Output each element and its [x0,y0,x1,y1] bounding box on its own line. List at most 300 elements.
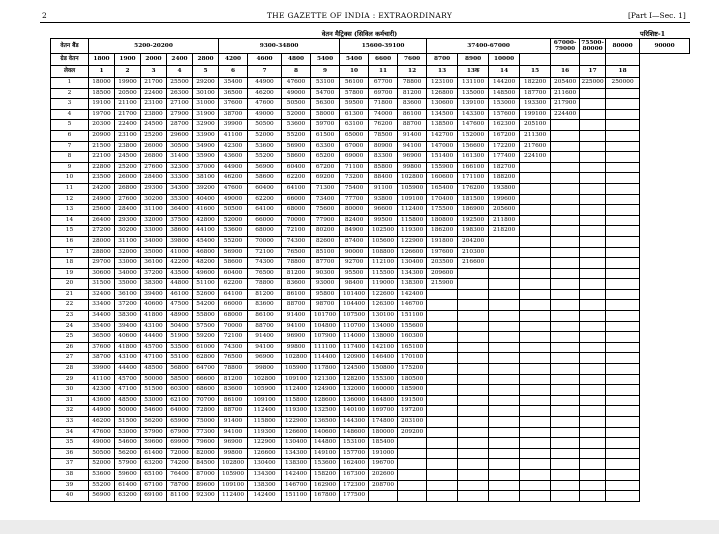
pay-cell: 47500 [167,300,193,311]
pay-cell: 31100 [141,205,167,216]
pay-cell: 102800 [398,173,427,184]
pay-cell [489,417,520,428]
row-index-cell: 3 [51,99,89,110]
pay-cell: 99500 [369,215,398,226]
pay-cell: 81200 [219,374,248,385]
part-section: [Part I—Sec. 1] [628,11,686,20]
table-row [51,99,690,110]
pay-cell [398,491,427,502]
pay-cell: 57900 [141,427,167,438]
pay-cell: 42200 [167,258,193,269]
pay-cell: 58600 [282,152,311,163]
pay-cell: 170100 [398,353,427,364]
pay-cell: 209600 [427,268,458,279]
pay-cell: 187700 [520,88,551,99]
pay-cell [458,332,489,343]
pay-cell: 69200 [311,173,340,184]
pay-cell: 160300 [398,332,427,343]
pay-cell [520,289,551,300]
row-index-cell: 31 [51,395,89,406]
pay-cell: 68000 [219,311,248,322]
pay-cell: 28400 [115,205,141,216]
level-cell: 14 [489,66,520,78]
pay-cell: 128200 [340,374,369,385]
pay-cell [551,194,580,205]
row-index-cell: 35 [51,438,89,449]
pay-cell: 91400 [398,130,427,141]
level-cell: 8 [282,66,311,78]
table-row [51,374,690,385]
pay-cell [580,279,606,290]
pay-cell [427,342,458,353]
pay-cell [458,469,489,480]
pay-cell: 146700 [282,480,311,491]
pay-cell: 35900 [193,152,219,163]
pay-cell: 22400 [115,120,141,131]
pay-cell [458,289,489,300]
pay-cell: 162400 [340,459,369,470]
pay-cell: 39900 [219,120,248,131]
pay-cell: 72100 [282,226,311,237]
pay-cell: 28000 [89,236,115,247]
pay-cell: 34400 [89,311,115,322]
pay-cell: 117400 [340,342,369,353]
pay-cell [520,353,551,364]
pay-cell: 50000 [115,406,141,417]
row-index-cell: 13 [51,205,89,216]
pay-cell: 47100 [115,385,141,396]
pay-cell: 65200 [311,152,340,163]
pay-cell: 205600 [489,205,520,216]
pay-cell: 19700 [89,109,115,120]
pay-cell [398,438,427,449]
pay-cell [606,120,640,131]
pay-cell: 142400 [282,469,311,480]
pay-band-cell: 9300-34800 [219,39,340,54]
pay-cell: 99800 [248,364,282,375]
pay-cell: 59600 [141,438,167,449]
row-index-cell: 40 [51,491,89,502]
level-cell: 3 [141,66,167,78]
pay-cell [520,311,551,322]
pay-cell: 84500 [193,459,219,470]
pay-cell: 109100 [219,480,248,491]
grade-pay-cell [551,54,580,66]
pay-cell [606,279,640,290]
pay-cell: 24500 [141,120,167,131]
pay-cell: 126600 [248,448,282,459]
pay-cell: 62100 [167,395,193,406]
level-cell: 7 [248,66,282,78]
pay-cell: 205100 [520,120,551,131]
table-row [51,448,690,459]
pay-cell: 139100 [458,99,489,110]
pay-cell: 128600 [311,395,340,406]
pay-cell: 138500 [427,120,458,131]
pay-cell: 25500 [167,78,193,89]
pay-cell: 78800 [219,364,248,375]
pay-cell: 162900 [311,480,340,491]
pay-cell: 107500 [340,311,369,322]
pay-cell: 70000 [282,215,311,226]
pay-cell: 50400 [167,321,193,332]
pay-cell: 51100 [193,279,219,290]
pay-cell: 144300 [340,417,369,428]
pay-band-cell: 75500-80000 [581,39,604,52]
pay-cell: 148500 [489,88,520,99]
pay-cell: 19900 [115,78,141,89]
pay-cell: 199600 [489,194,520,205]
pay-cell: 93800 [369,194,398,205]
pay-cell: 101400 [340,289,369,300]
pay-cell: 42800 [193,215,219,226]
pay-cell: 53000 [141,395,167,406]
pay-cell [520,469,551,480]
pay-cell [606,141,640,152]
pay-cell: 31900 [193,109,219,120]
pay-cell: 74200 [167,459,193,470]
pay-cell: 130400 [248,459,282,470]
pay-cell [520,300,551,311]
grade-pay-cell: 7600 [398,54,427,66]
pay-cell: 33900 [193,130,219,141]
pay-cell: 92300 [193,491,219,502]
pay-cell: 35400 [89,321,115,332]
row-index-cell: 28 [51,364,89,375]
pay-cell: 119300 [282,406,311,417]
grade-pay-cell [520,54,551,66]
pay-cell [489,385,520,396]
pay-cell: 36500 [89,332,115,343]
pay-cell: 176200 [458,183,489,194]
row-index-cell: 24 [51,321,89,332]
pay-cell [489,289,520,300]
pay-cell: 64000 [167,406,193,417]
pay-cell [520,342,551,353]
pay-cell: 63200 [141,459,167,470]
pay-cell [580,438,606,449]
pay-cell: 109100 [248,395,282,406]
pay-cell [606,268,640,279]
pay-cell: 84900 [340,226,369,237]
pay-cell [606,491,640,502]
pay-cell: 76500 [248,268,282,279]
pay-cell: 56200 [141,417,167,428]
row-index-cell: 22 [51,300,89,311]
pay-cell: 21700 [141,78,167,89]
pay-cell: 122900 [282,417,311,428]
pay-cell: 24900 [89,194,115,205]
pay-cell: 135000 [458,88,489,99]
pay-cell: 82400 [340,215,369,226]
pay-cell: 134300 [398,268,427,279]
pay-cell: 96900 [248,353,282,364]
table-row [51,88,690,99]
pay-cell [606,88,640,99]
pay-cell [580,353,606,364]
pay-cell: 49000 [219,194,248,205]
pay-cell [580,268,606,279]
pay-cell [458,364,489,375]
pay-cell: 166100 [458,162,489,173]
pay-cell: 174800 [369,417,398,428]
header-rule [40,22,690,23]
pay-cell: 112100 [369,258,398,269]
pay-cell: 142700 [427,130,458,141]
pay-cell: 27200 [89,226,115,237]
pay-cell: 62200 [282,173,311,184]
pay-cell [458,374,489,385]
pay-cell: 167200 [489,130,520,141]
pay-cell: 91400 [219,417,248,428]
row-index-cell: 19 [51,268,89,279]
pay-cell: 43600 [89,395,115,406]
pay-cell: 224100 [520,152,551,163]
pay-cell: 83600 [219,385,248,396]
pay-cell [489,469,520,480]
pay-cell: 66000 [248,215,282,226]
pay-cell: 152000 [458,130,489,141]
pay-band-row [51,39,690,54]
pay-cell: 39800 [167,236,193,247]
row-index-cell: 26 [51,342,89,353]
pay-cell: 160000 [369,385,398,396]
pay-cell [458,385,489,396]
pay-cell: 41800 [141,311,167,322]
pay-cell: 126600 [398,247,427,258]
pay-cell [606,173,640,184]
row-index-cell: 18 [51,258,89,269]
pay-cell: 69000 [340,152,369,163]
pay-cell [580,215,606,226]
annex-label: परिशिष्ट-1 [640,30,666,38]
row-index-cell: 9 [51,162,89,173]
pay-cell [580,332,606,343]
pay-cell: 78800 [248,279,282,290]
pay-cell [606,438,640,449]
pay-cell: 156600 [458,141,489,152]
pay-cell [520,491,551,502]
pay-cell: 26300 [167,88,193,99]
pay-cell [580,459,606,470]
pay-cell [551,152,580,163]
pay-cell: 44900 [248,78,282,89]
pay-cell: 88700 [282,300,311,311]
row-index-cell: 17 [51,247,89,258]
pay-cell: 115800 [398,215,427,226]
pay-band-cell: 15600-39100 [340,39,427,54]
pay-cell: 151400 [427,152,458,163]
row-index-cell: 12 [51,194,89,205]
pay-cell: 32000 [115,247,141,258]
pay-cell [551,491,580,502]
pay-cell: 112400 [282,385,311,396]
pay-cell: 52000 [219,215,248,226]
pay-cell [551,321,580,332]
pay-cell: 86100 [398,109,427,120]
pay-cell: 193300 [520,99,551,110]
pay-cell: 88700 [248,321,282,332]
pay-cell [606,448,640,459]
pay-cell [458,438,489,449]
pay-cell: 225000 [580,78,606,89]
pay-cell [580,395,606,406]
pay-cell [489,279,520,290]
pay-cell: 55800 [193,311,219,322]
pay-cell: 78500 [369,130,398,141]
pay-cell [458,427,489,438]
pay-cell: 148600 [340,427,369,438]
pay-cell: 27900 [167,109,193,120]
pay-cell [427,374,458,385]
pay-cell: 83600 [248,300,282,311]
pay-cell [551,469,580,480]
table-row [51,289,690,300]
pay-cell: 76400 [167,469,193,480]
level-cell: 16 [551,66,580,78]
pay-cell: 177500 [340,491,369,502]
pay-cell: 140100 [340,406,369,417]
pay-cell [520,162,551,173]
pay-cell: 43100 [141,321,167,332]
pay-cell [551,268,580,279]
pay-cell: 33000 [115,258,141,269]
pay-cell [580,374,606,385]
pay-cell: 61400 [115,480,141,491]
pay-cell: 164800 [369,395,398,406]
pay-cell: 203500 [427,258,458,269]
pay-cell [580,300,606,311]
grade-pay-label: ग्रेड वेतन [51,54,89,66]
pay-cell: 149100 [311,448,340,459]
pay-cell: 66000 [282,194,311,205]
row-index-cell: 15 [51,226,89,237]
pay-cell [520,215,551,226]
table-row [51,173,690,184]
pay-cell [580,247,606,258]
pay-cell [520,236,551,247]
pay-cell: 120900 [340,353,369,364]
pay-cell: 75400 [340,183,369,194]
pay-cell [520,183,551,194]
table-row [51,459,690,470]
pay-cell: 44400 [115,364,141,375]
pay-cell: 49000 [89,438,115,449]
pay-cell: 215900 [427,279,458,290]
grade-pay-cell: 4800 [282,54,311,66]
pay-cell: 78800 [282,258,311,269]
pay-cell [551,258,580,269]
pay-cell: 70700 [193,395,219,406]
pay-cell [458,300,489,311]
row-index-cell: 8 [51,152,89,163]
pay-cell: 36400 [167,205,193,216]
pay-cell [489,364,520,375]
table-row [51,311,690,322]
pay-cell [489,491,520,502]
pay-cell [551,374,580,385]
pay-cell [458,279,489,290]
pay-cell: 29600 [167,130,193,141]
pay-cell: 138300 [248,480,282,491]
pay-cell: 51500 [115,417,141,428]
pay-cell: 64100 [248,205,282,216]
pay-cell [551,353,580,364]
pay-cell: 26800 [115,183,141,194]
pay-cell: 95800 [311,289,340,300]
pay-cell: 126600 [282,427,311,438]
pay-cell [551,300,580,311]
pay-cell [520,268,551,279]
pay-cell: 87400 [340,236,369,247]
grade-pay-cell [606,54,640,66]
pay-cell: 23800 [115,141,141,152]
pay-cell [551,236,580,247]
pay-cell: 46200 [248,88,282,99]
pay-cell: 51900 [167,332,193,343]
pay-cell: 124900 [311,385,340,396]
pay-cell: 180000 [369,427,398,438]
pay-cell [551,279,580,290]
pay-cell [489,321,520,332]
table-row [51,109,690,120]
pay-cell: 37600 [89,342,115,353]
pay-cell [427,321,458,332]
pay-cell: 50500 [282,99,311,110]
pay-cell: 46800 [193,247,219,258]
level-cell: 15 [520,66,551,78]
pay-cell: 131100 [458,78,489,89]
table-row [51,469,690,480]
pay-cell [427,448,458,459]
pay-cell [551,120,580,131]
pay-cell [427,406,458,417]
pay-cell [551,289,580,300]
pay-cell: 144200 [489,78,520,89]
pay-cell [606,374,640,385]
pay-cell: 78800 [398,78,427,89]
pay-cell [520,247,551,258]
pay-cell: 63200 [115,491,141,502]
pay-cell: 44100 [193,226,219,237]
pay-cell [580,120,606,131]
pay-cell: 59500 [340,99,369,110]
pay-cell [427,332,458,343]
level-cell: 13 [427,66,458,78]
pay-cell [580,491,606,502]
pay-cell: 115500 [369,268,398,279]
pay-cell: 144800 [311,438,340,449]
pay-cell: 99800 [219,448,248,459]
pay-cell: 53600 [219,226,248,237]
level-cell: 12 [398,66,427,78]
pay-cell [580,194,606,205]
table-row [51,321,690,332]
pay-cell: 50000 [141,374,167,385]
pay-cell: 33000 [141,226,167,237]
pay-cell: 77900 [311,215,340,226]
pay-cell [489,427,520,438]
pay-cell [580,289,606,300]
pay-cell [551,162,580,173]
pay-cell [551,438,580,449]
pay-cell: 35000 [141,247,167,258]
pay-cell [398,480,427,491]
pay-band-cell: 5200-20200 [89,39,219,54]
pay-band-cell: 37400-67000 [427,39,551,54]
pay-cell: 21500 [89,141,115,152]
level-cell: 1 [89,66,115,78]
